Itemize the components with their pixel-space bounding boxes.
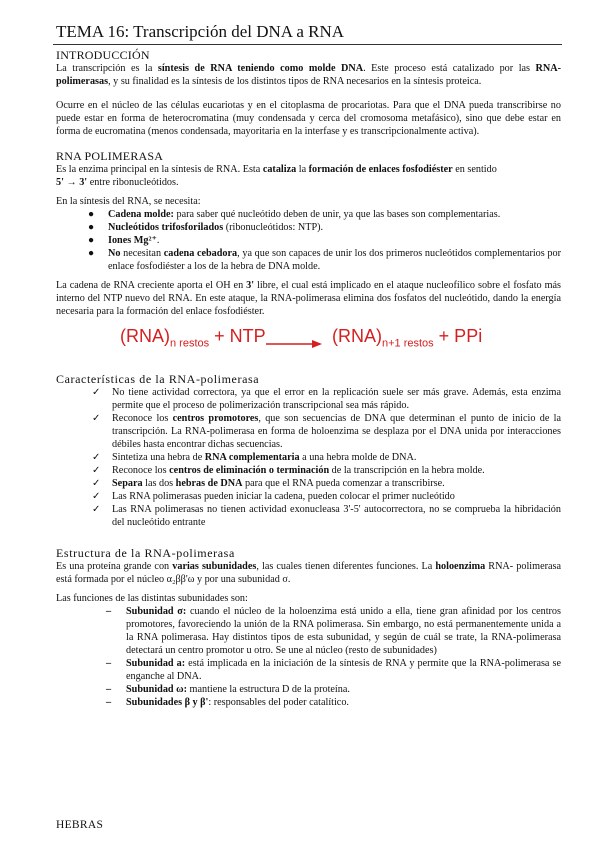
hebras-heading: HEBRAS	[56, 819, 104, 831]
text-run: , ya que son capaces de unir los dos primeros nucleótidos complementarios por enlace fosfodiéster a los de la hebra de DNA molde.	[108, 248, 561, 272]
intro-paragraph-2: Ocurre en el núcleo de las células eucariotas y en el citoplasma de procariotas. Para que el DNA pueda transcribirse no puede estar en forma de heterocromatina (muy condensada y cerca del cromosoma metafásico), sino que debe estar en forma de eucromatina (menos condensada, mayoritaria en la interfase y es transcripcionalmente activa).	[56, 100, 561, 137]
list-item	[92, 490, 561, 503]
arrow-right-icon	[266, 339, 322, 349]
text-run: Es la enzima principal en la síntesis de RNA. Esta	[56, 164, 263, 175]
text-run-bold: Subunidad a:	[126, 658, 186, 669]
text-run: Sintetiza una hebra de	[112, 452, 205, 463]
list-item	[92, 451, 561, 464]
text-run-bold: centros de eliminación o terminación	[169, 465, 330, 476]
text-run: No tiene actividad correctora, ya que el error en la replicación suele ser más grave. Además, esta enzima permite que el proceso de polimerización transcripcional sea más rápido.	[112, 387, 561, 411]
text-run-bold: Cadena molde:	[108, 209, 174, 220]
text-run-bold: hebras de DNA	[175, 478, 243, 489]
text-run: RNA- polimerasa está formada por el núcleo α₂ββ'ω y por una subunidad σ.	[56, 561, 561, 585]
funcs-intro: Las funciones de las distintas subunidades son:	[56, 593, 248, 604]
text-run: + NTP	[209, 326, 266, 346]
funcs-list	[56, 605, 561, 709]
text-run: (RNA)	[120, 326, 170, 346]
bullet-icon: ●	[88, 248, 95, 259]
text-run: entre ribonucleótidos.	[87, 177, 179, 188]
estructura-paragraph-1	[56, 560, 561, 586]
text-run: Reconoce los	[112, 413, 173, 424]
subscript: n restos	[170, 337, 210, 350]
text-run-bold: 3'	[246, 280, 255, 291]
text-run: : responsables del poder catalítico.	[208, 697, 349, 708]
list-item	[106, 696, 561, 709]
text-run: , que son secuencias de DNA que determinan el punto de inicio de la transcripción. La RNA-polimerasa en forma de holoenzima se desplaza por el DNA unida por interacciones débiles hasta encontrar dichas secuencias.	[112, 413, 561, 450]
text-run: para saber qué nucleótido deben de unir, ya que las bases son complementarias.	[173, 209, 501, 220]
title-divider	[53, 44, 562, 45]
checkmark-icon: ✓	[92, 413, 101, 424]
list-item	[106, 605, 561, 657]
reaction-equation	[56, 320, 561, 366]
text-run: libre, el cual está implicado en el ataque nucleofílico sobre el fosfato más interno del NTP nuevo del RNA. En este ataque, la RNA-polimerasa elimina dos fosfatos del nucleótido, dando la energía necesaria para la formación del enlace fosfodiéster.	[56, 280, 561, 317]
text-run: para que el RNA pueda comenzar a transcribirse.	[242, 478, 445, 489]
list-item	[92, 503, 561, 529]
dash-icon: –	[106, 658, 112, 669]
needs-intro: En la síntesis del RNA, se necesita:	[56, 196, 201, 207]
text-run: + PPi	[433, 326, 483, 346]
text-run: de la transcripción en la hebra molde.	[329, 465, 485, 476]
text-run: La cadena de RNA creciente aporta el OH en	[56, 280, 247, 291]
list-item	[88, 247, 561, 273]
text-run: , y su finalidad es la síntesis de los distintos tipos de RNA necesarios en la síntesis proteica.	[108, 76, 482, 87]
checkmark-icon: ✓	[92, 478, 101, 489]
equation-box	[112, 326, 522, 360]
page-title: TEMA 16: Transcripción del DNA a RNA	[56, 22, 345, 41]
text-run-bold: formación de enlaces fosfodiéster	[308, 164, 453, 175]
polimerasa-paragraph-2	[56, 279, 561, 318]
text-run: la	[296, 164, 309, 175]
caracteristicas-heading: Características de la RNA-polimerasa	[56, 372, 260, 386]
text-run: Reconoce los	[112, 465, 170, 476]
list-item	[88, 234, 561, 247]
text-run: en sentido	[452, 164, 497, 175]
text-run: a una hebra molde de DNA.	[299, 452, 417, 463]
text-run-bold: Subunidad ω:	[126, 684, 187, 695]
checkmark-icon: ✓	[92, 491, 101, 502]
checkmark-icon: ✓	[92, 452, 101, 463]
dash-icon: –	[106, 606, 112, 617]
text-run-bold: Iones Mg²⁺	[108, 235, 157, 246]
text-run: . Este proceso está catalizado por las	[363, 63, 536, 74]
list-item	[92, 386, 561, 412]
text-run: las dos	[142, 478, 176, 489]
text-run-bold: centros promotores	[172, 413, 259, 424]
text-run: Las RNA polimerasas no tienen actividad exonucleasa 3'-5' autocorrectora, no se comprueba la hibridación del nucleótido entrante	[112, 504, 561, 528]
checkmark-icon: ✓	[92, 387, 101, 398]
checkmark-icon: ✓	[92, 465, 101, 476]
text-run-bold: Nucleótidos trifosforilados	[108, 222, 224, 233]
text-run-bold: 5' → 3'	[56, 177, 88, 188]
text-run: .	[156, 235, 160, 246]
estructura-heading: Estructura de la RNA-polimerasa	[56, 546, 235, 560]
text-run: está implicada en la iniciación de la síntesis de RNA y permite que la RNA-polimerasa se enganche al DNA.	[126, 658, 561, 682]
dash-icon: –	[106, 684, 112, 695]
subscript: n+1 restos	[382, 337, 434, 350]
intro-paragraph-1	[56, 62, 561, 88]
text-run-bold: No	[108, 248, 121, 259]
text-run-bold: síntesis de RNA teniendo como molde DNA	[157, 63, 364, 74]
polimerasa-heading: RNA POLIMERASA	[56, 149, 164, 163]
caracteristicas-list	[56, 386, 561, 529]
list-item	[92, 464, 561, 477]
text-run: , las cuales tienen diferentes funciones. La	[256, 561, 436, 572]
text-run: cuando el núcleo de la holoenzima está unido a ella, tiene gran afinidad por los centros promotores, favoreciendo la unión de la RNA polimerasa. Sin embargo, no está permanentemente unida a la RNA polimerasa. Hay distintos tipos de esta subunidad, y según de cuál se trate, la RNA-polimerasa detectará un centro promotor u otro. Se une al núcleo (resto de subunidades)	[126, 606, 561, 656]
text-run-bold: cataliza	[262, 164, 297, 175]
intro-heading: INTRODUCCIÓN	[56, 48, 150, 62]
list-item	[106, 683, 561, 696]
text-run: La transcripción es la	[56, 63, 158, 74]
text-run-bold: Subunidades β y β'	[126, 697, 209, 708]
dash-icon: –	[106, 697, 112, 708]
text-run-bold: varias subunidades	[172, 561, 257, 572]
checkmark-icon: ✓	[92, 504, 101, 515]
equation-left	[120, 326, 266, 351]
document-body	[56, 48, 561, 709]
text-run-bold: cadena cebadora	[163, 248, 238, 259]
list-item	[106, 657, 561, 683]
text-run: (ribonucleótidos: NTP).	[223, 222, 324, 233]
list-item	[88, 221, 561, 234]
list-item	[92, 477, 561, 490]
bullet-icon: ●	[88, 235, 95, 246]
text-run: Las RNA polimerasas pueden iniciar la cadena, pueden colocar el primer nucleótido	[112, 491, 455, 502]
text-run: necesitan	[120, 248, 164, 259]
text-run: mantiene la estructura D de la proteína.	[186, 684, 350, 695]
polimerasa-paragraph-1	[56, 163, 561, 189]
text-run: Es una proteína grande con	[56, 561, 173, 572]
list-item	[88, 208, 561, 221]
bullet-icon: ●	[88, 209, 95, 220]
text-run-bold: Subunidad σ:	[126, 606, 187, 617]
needs-list	[56, 208, 561, 273]
text-run-bold: RNA-polimerasas	[56, 63, 562, 87]
text-run-bold: RNA complementaria	[204, 452, 300, 463]
list-item	[92, 412, 561, 451]
bullet-icon: ●	[88, 222, 95, 233]
text-run: (RNA)	[332, 326, 382, 346]
equation-right	[332, 326, 483, 351]
text-run-bold: holoenzima	[435, 561, 486, 572]
text-run-bold: Separa	[112, 478, 143, 489]
